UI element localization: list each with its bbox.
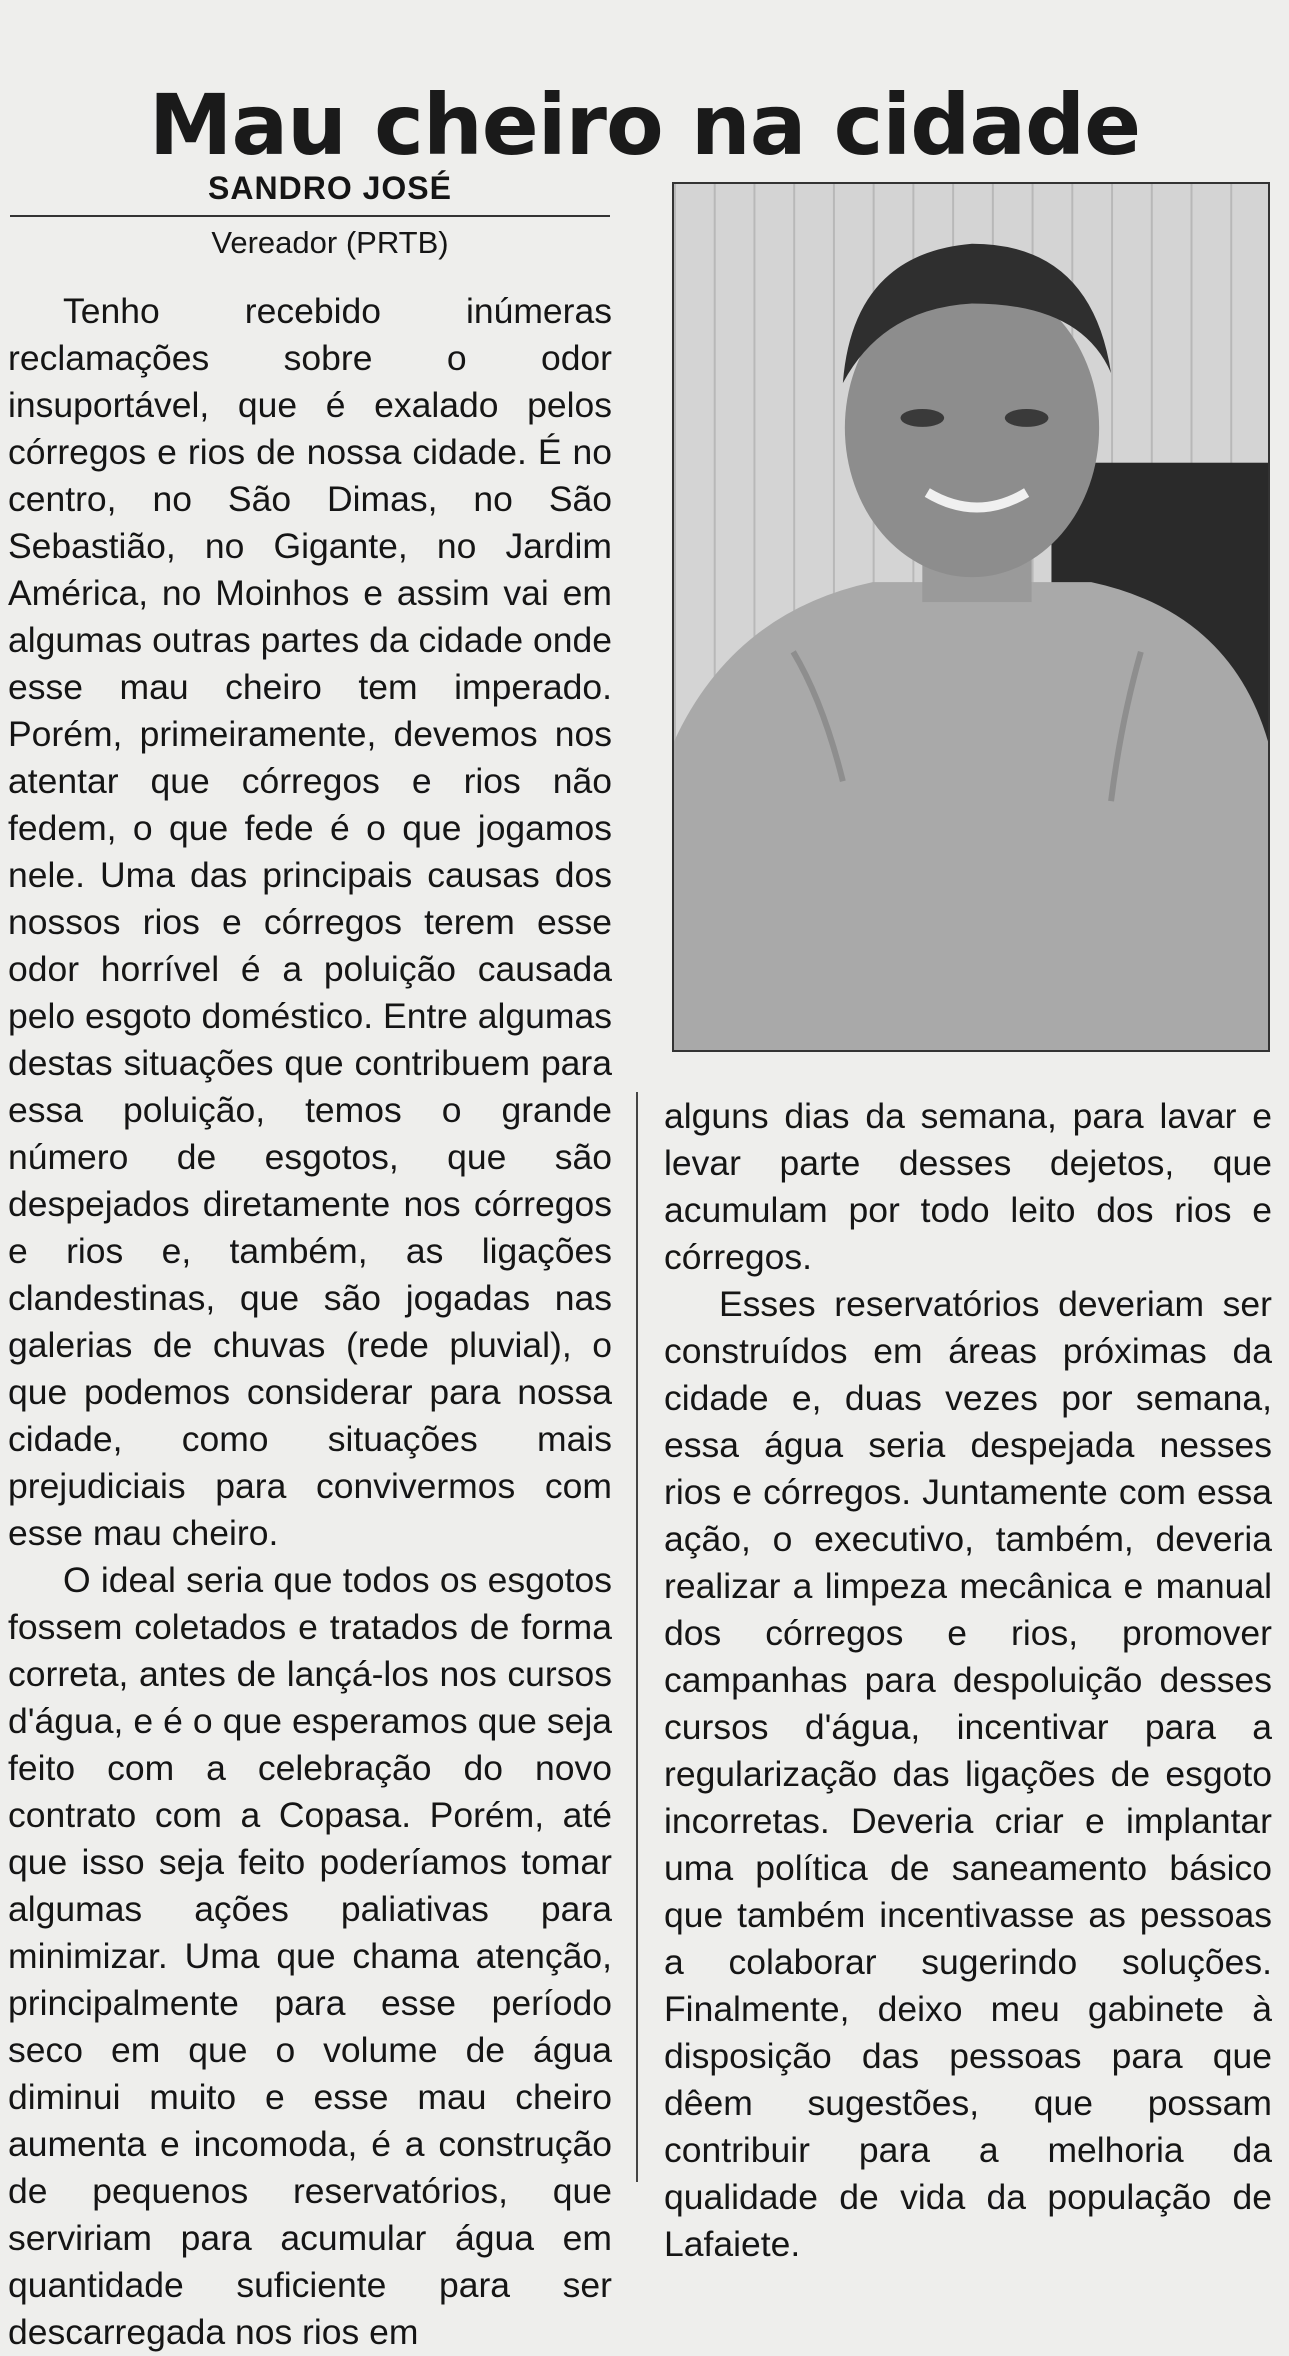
paragraph-continuation: alguns dias da semana, para lavar e levar parte desses dejetos, que acumulam por todo leito dos rios e córregos. [664, 1096, 1272, 1277]
left-column [8, 288, 612, 2356]
paragraph: Tenho recebido inúmeras reclamações sobre o odor insuportável, que é exalado pelos córregos e rios de nossa cidade. É no centro, no São Dimas, no São Sebastião, no Gigante, no Jardim América, no Moinhos e assim vai em algumas outras partes da cidade onde esse mau cheiro tem imperado. Porém, primeiramente, devemos nos atentar que córregos e rios não fedem, o que fede é o que jogamos nele. Uma das principais causas dos nossos rios e córregos terem esse odor horrível é a poluição causada pelo esgoto doméstico. Entre algumas destas situações que contribuem para essa poluição, temos o grande número de esgotos, que são despejados diretamente nos córregos e rios e, também, as ligações clandestinas, que são jogadas nas galerias de chuvas (rede pluvial), o que podemos considerar para nossa cidade, como situações mais prejudiciais para convivermos com esse mau cheiro. [8, 291, 612, 1553]
author-photo [672, 182, 1270, 1052]
article-headline: Mau cheiro na cidade [148, 76, 1141, 175]
byline-divider [10, 215, 610, 217]
paragraph: O ideal seria que todos os esgotos fossem coletados e tratados de forma correta, antes de lançá-los nos cursos d'água, e é o que esperamos que seja feito com a celebração do novo contrato com a Copasa. Porém, até que isso seja feito poderíamos tomar algumas ações paliativas para minimizar. Uma que chama atenção, principalmente para esse período seco em que o volume de água diminui muito e esse mau cheiro aumenta e incomoda, é a construção de pequenos reservatórios, que serviriam para acumular água em quantidade suficiente para ser descarregada nos rios em [8, 1560, 612, 2352]
portrait-image [674, 184, 1268, 1050]
author-role: Vereador (PRTB) [211, 225, 449, 260]
paragraph: Esses reservatórios deveriam ser construídos em áreas próximas da cidade e, duas vezes por semana, essa água seria despejada nesses rios e córregos. Juntamente com essa ação, o executivo, também, deveria realizar a limpeza mecânica e manual dos córregos e rios, promover campanhas para despoluição desses cursos d'água, incentivar para a regularização das ligações de esgoto incorretas. Deveria criar e implantar uma política de saneamento básico que também incentivasse as pessoas a colaborar sugerindo soluções. Finalmente, deixo meu gabinete à disposição das pessoas para que dêem sugestões, que possam contribuir para a melhoria da qualidade de vida da população de Lafaiete. [664, 1284, 1272, 2264]
author-name: SANDRO JOSÉ [208, 170, 452, 206]
byline [10, 170, 610, 261]
column-divider [636, 1092, 638, 2182]
right-column [664, 1093, 1272, 2268]
